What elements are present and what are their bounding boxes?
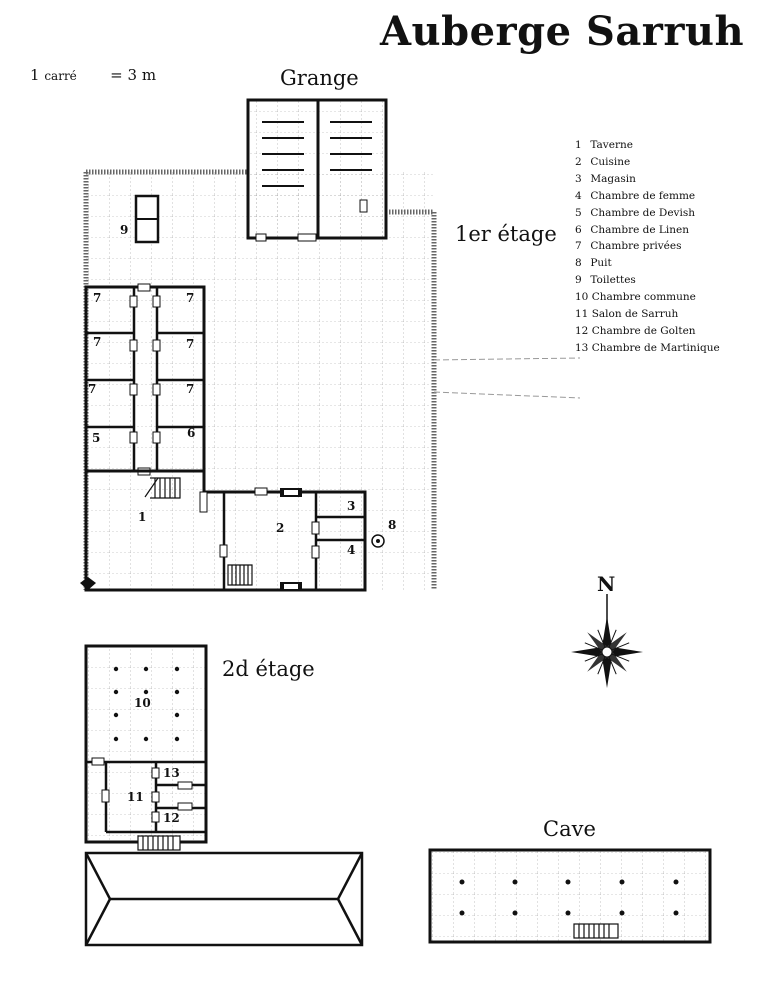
legend-number: 7 bbox=[575, 240, 582, 253]
legend-label: Toilettes bbox=[590, 274, 636, 287]
legend-label: Magasin bbox=[590, 172, 636, 185]
legend-number: 11 bbox=[575, 308, 589, 321]
room-number-7: 7 bbox=[93, 335, 102, 349]
room-number-12: 12 bbox=[163, 811, 180, 825]
scale-lead: 1 bbox=[30, 66, 40, 84]
roof bbox=[86, 853, 362, 945]
scale-equals: = 3 m bbox=[110, 66, 157, 84]
legend-number: 3 bbox=[575, 172, 582, 185]
legend-label: Chambre de Golten bbox=[591, 324, 696, 337]
legend-number: 12 bbox=[575, 324, 589, 337]
legend-label: Salon de Sarruh bbox=[591, 308, 679, 321]
room-number-7: 7 bbox=[186, 382, 195, 396]
room-number-2: 2 bbox=[276, 521, 285, 535]
legend-number: 2 bbox=[575, 155, 582, 168]
legend-number: 13 bbox=[575, 341, 589, 354]
room-number-7: 7 bbox=[93, 291, 102, 305]
room-number-7: 7 bbox=[186, 291, 195, 305]
legend-number: 10 bbox=[575, 291, 589, 304]
room-number-13: 13 bbox=[163, 766, 180, 780]
room-number-1: 1 bbox=[138, 510, 147, 524]
legend-label: Taverne bbox=[590, 139, 633, 151]
room-number-7: 7 bbox=[88, 382, 97, 396]
room-number-7: 7 bbox=[186, 337, 195, 351]
label-cave: Cave bbox=[543, 817, 596, 841]
second-floor bbox=[86, 646, 206, 850]
legend-label: Chambre privées bbox=[590, 240, 682, 253]
legend-label: Puit bbox=[590, 257, 612, 270]
legend-number: 4 bbox=[575, 189, 582, 202]
legend-label: Chambre de Devish bbox=[590, 206, 695, 219]
room-number-10: 10 bbox=[134, 696, 151, 710]
room-number-6: 6 bbox=[187, 426, 196, 440]
cave-cellar bbox=[430, 850, 710, 942]
label-first-floor: 1er étage bbox=[455, 222, 557, 246]
room-number-5: 5 bbox=[92, 431, 101, 445]
label-second-floor: 2d étage bbox=[222, 657, 315, 681]
legend-number: 9 bbox=[575, 274, 582, 287]
legend-number: 8 bbox=[575, 257, 582, 270]
legend-number: 6 bbox=[575, 223, 582, 236]
room-number-3: 3 bbox=[347, 499, 356, 513]
room-number-4: 4 bbox=[347, 543, 356, 557]
legend-number: 1 bbox=[575, 139, 582, 151]
legend-label: Chambre de Linen bbox=[590, 223, 689, 236]
legend-number: 5 bbox=[575, 206, 582, 219]
legend-label: Chambre de Martinique bbox=[591, 341, 720, 354]
legend-label: Chambre commune bbox=[591, 291, 696, 304]
room-number-8: 8 bbox=[388, 518, 397, 532]
room-number-11: 11 bbox=[127, 790, 144, 804]
scale-unit: carré bbox=[44, 69, 77, 83]
compass-north-letter: N bbox=[597, 572, 616, 596]
grange-building bbox=[248, 100, 386, 241]
legend-label: Cuisine bbox=[590, 155, 631, 168]
legend-label: Chambre de femme bbox=[590, 189, 696, 202]
compass-rose bbox=[567, 594, 646, 692]
room-number-9: 9 bbox=[120, 223, 129, 237]
map-title: Auberge Sarruh bbox=[380, 8, 745, 55]
label-grange: Grange bbox=[280, 66, 359, 90]
